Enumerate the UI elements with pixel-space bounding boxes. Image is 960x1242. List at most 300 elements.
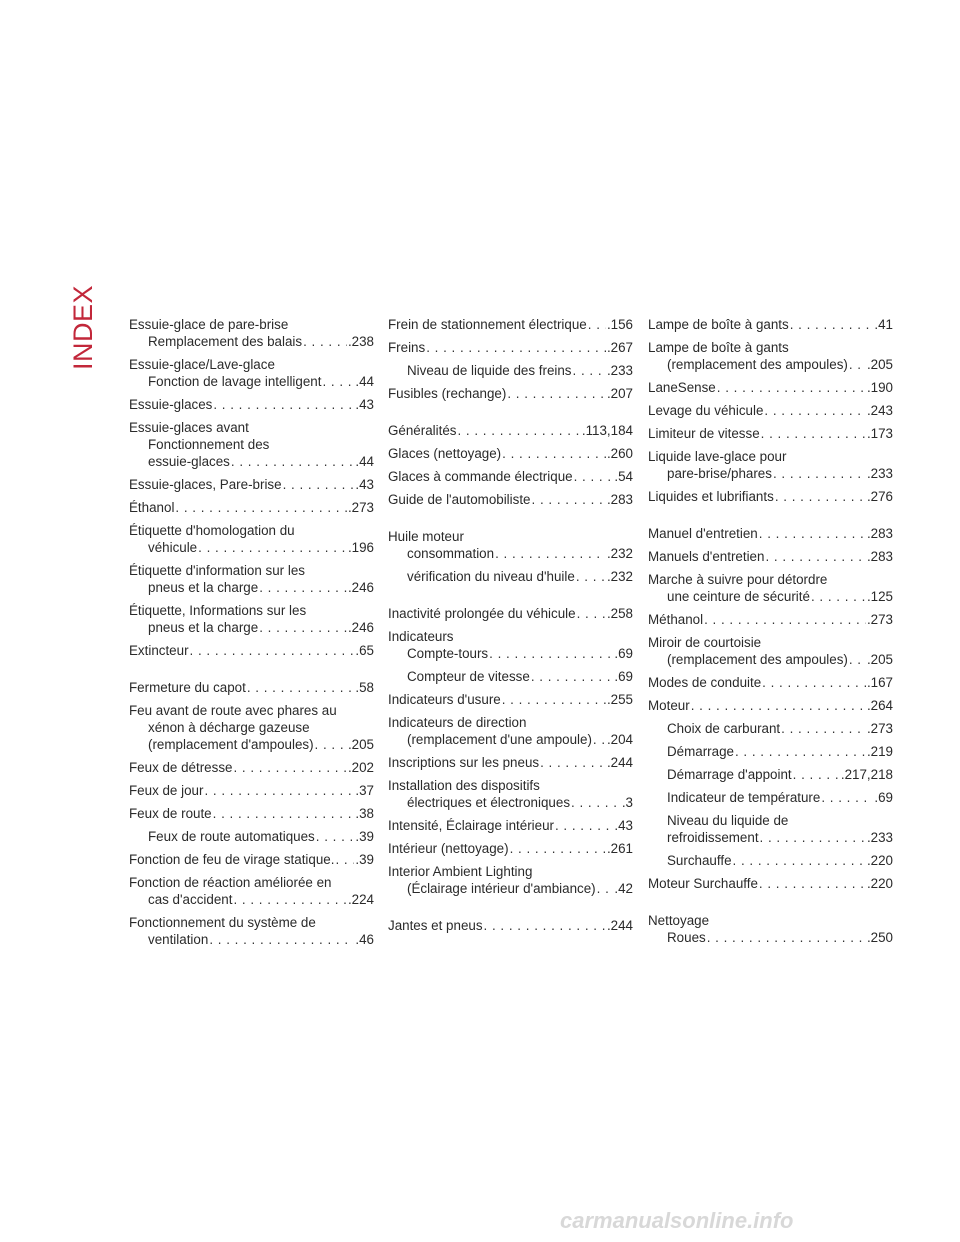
- entry-line: [129, 759, 374, 776]
- index-entry: [129, 642, 374, 659]
- entry-line: [648, 488, 893, 505]
- entry-line: [648, 548, 893, 565]
- dot-leader: [775, 488, 866, 505]
- entry-heading: Étiquette, Informations sur les: [129, 603, 307, 618]
- entry-text: (Éclairage intérieur d'ambiance): [407, 881, 596, 896]
- page-number: .250: [866, 930, 893, 945]
- entry-line: [388, 840, 633, 857]
- page-number: .44: [355, 374, 374, 389]
- entry-line: [648, 929, 893, 946]
- entry-heading: Indicateurs de direction: [388, 715, 527, 730]
- entry-line: [388, 339, 633, 356]
- entry-text: LaneSense: [648, 380, 716, 395]
- entry-line: [648, 651, 893, 668]
- dot-leader: [502, 691, 606, 708]
- dot-leader: [849, 651, 866, 668]
- index-column-3: [648, 316, 893, 952]
- dot-leader: [198, 539, 347, 556]
- entry-text: Moteur Surchauffe: [648, 876, 758, 891]
- dot-leader: [259, 619, 347, 636]
- index-entry: [388, 817, 633, 834]
- entry-text: Indicateurs d'usure: [388, 692, 501, 707]
- entry-heading: Installation des dispositifs: [388, 778, 540, 793]
- entry-text: Fonction de feu de virage statique.: [129, 852, 335, 867]
- index-entry: [129, 828, 374, 845]
- index-entry: [129, 874, 374, 908]
- index-entry: [648, 339, 893, 373]
- entry-heading: Nettoyage: [648, 913, 710, 928]
- entry-line: [388, 668, 633, 685]
- entry-subline: Fonctionnement des: [148, 437, 270, 452]
- page-number: .167: [866, 675, 893, 690]
- index-entry: [648, 789, 893, 806]
- index-entry: [129, 562, 374, 596]
- dot-leader: [773, 465, 866, 482]
- entry-heading: Fonction de réaction améliorée en: [129, 875, 332, 890]
- index-entry: [129, 851, 374, 868]
- dot-leader: [247, 679, 355, 696]
- entry-text: pneus et la charge: [148, 580, 259, 595]
- index-entry: [648, 402, 893, 419]
- entry-line: [388, 645, 633, 662]
- index-entry: [648, 852, 893, 869]
- dot-leader: [733, 852, 866, 869]
- entry-line: [129, 453, 374, 470]
- entry-line: [648, 525, 893, 542]
- index-entry: [388, 445, 633, 462]
- index-entry: [129, 356, 374, 390]
- entry-heading: Essuie-glace/Lave-glace: [129, 357, 275, 372]
- index-entry: [388, 863, 633, 897]
- page-number: .219: [866, 744, 893, 759]
- dot-leader: [231, 453, 355, 470]
- entry-line: [648, 379, 893, 396]
- index-entry: [388, 468, 633, 485]
- section-gap: [388, 591, 633, 605]
- index-entry: [388, 777, 633, 811]
- index-entry: [648, 697, 893, 714]
- page-number: .246: [347, 580, 374, 595]
- page-number: .44: [355, 454, 374, 469]
- dot-leader: [717, 379, 866, 396]
- dot-leader: [761, 425, 866, 442]
- index-entry: [648, 571, 893, 605]
- entry-line: [388, 917, 633, 934]
- index-entry: [129, 499, 374, 516]
- entry-text: ventilation: [148, 932, 209, 947]
- entry-text: essuie-glaces: [148, 454, 230, 469]
- entry-line: [648, 766, 893, 783]
- dot-leader: [759, 525, 866, 542]
- entry-text: consommation: [407, 546, 495, 561]
- page-number: .260: [606, 446, 633, 461]
- entry-text: Surchauffe: [667, 853, 732, 868]
- page-number: .217,218: [840, 767, 893, 782]
- entry-text: Intérieur (nettoyage): [388, 841, 509, 856]
- entry-line: [129, 539, 374, 556]
- entry-text: Feux de détresse: [129, 760, 233, 775]
- dot-leader: [540, 754, 606, 771]
- entry-text: Essuie-glaces: [129, 397, 213, 412]
- dot-leader: [484, 917, 606, 934]
- dot-leader: [762, 674, 866, 691]
- entry-text: Lampe de boîte à gants: [648, 317, 789, 332]
- entry-text: Indicateur de température: [667, 790, 821, 805]
- index-side-tab: [66, 284, 106, 372]
- entry-text: Fusibles (rechange): [388, 386, 507, 401]
- index-entry: [388, 840, 633, 857]
- entry-text: Essuie-glaces, Pare-brise: [129, 477, 282, 492]
- dot-leader: [793, 766, 840, 783]
- index-entry: [388, 491, 633, 508]
- page-number: .244: [606, 918, 633, 933]
- dot-leader: [507, 385, 606, 402]
- dot-leader: [213, 805, 355, 822]
- entry-heading: Essuie-glaces avant: [129, 420, 249, 435]
- page-number: .3: [621, 795, 633, 810]
- page-number: .54: [614, 469, 633, 484]
- page-number: .232: [606, 569, 633, 584]
- page-number: .46: [355, 932, 374, 947]
- page-number: .267: [606, 340, 633, 355]
- page-number: .255: [606, 692, 633, 707]
- index-entry: [648, 525, 893, 542]
- entry-line: [388, 422, 633, 439]
- index-entry: [388, 339, 633, 356]
- entry-line: [648, 356, 893, 373]
- dot-leader: [259, 579, 347, 596]
- section-gap: [129, 665, 374, 679]
- index-entry: [129, 782, 374, 799]
- section-gap: [648, 511, 893, 525]
- page-number: .220: [866, 876, 893, 891]
- page-number: .38: [355, 806, 374, 821]
- page-number: .233: [866, 466, 893, 481]
- entry-text: Fonction de lavage intelligent: [148, 374, 322, 389]
- page-number: .202: [347, 760, 374, 775]
- entry-line: [648, 611, 893, 628]
- entry-line: [648, 720, 893, 737]
- dot-leader: [764, 402, 866, 419]
- page-number: .273: [866, 721, 893, 736]
- index-label: INDEX: [68, 284, 98, 370]
- entry-text: pare-brise/phares: [667, 466, 772, 481]
- dot-leader: [593, 731, 606, 748]
- entry-subline: Niveau du liquide de: [667, 813, 789, 828]
- entry-text: Intensité, Éclairage intérieur: [388, 818, 554, 833]
- page-number: .205: [866, 652, 893, 667]
- index-entry: [388, 917, 633, 934]
- index-entry: [648, 766, 893, 783]
- entry-line: [129, 333, 374, 350]
- dot-leader: [574, 468, 614, 485]
- page-number: .205: [866, 357, 893, 372]
- entry-text: (remplacement des ampoules): [667, 357, 848, 372]
- page-number: .173: [866, 426, 893, 441]
- page-number: .69: [874, 790, 893, 805]
- dot-leader: [495, 545, 606, 562]
- index-entry: [388, 385, 633, 402]
- dot-leader: [571, 794, 621, 811]
- entry-text: Manuel d'entretien: [648, 526, 758, 541]
- dot-leader: [781, 720, 866, 737]
- entry-line: [648, 402, 893, 419]
- dot-leader: [760, 829, 866, 846]
- page-number: .273: [866, 612, 893, 627]
- index-entry: [129, 679, 374, 696]
- dot-leader: [576, 568, 606, 585]
- index-entry: [388, 628, 633, 662]
- dot-leader: [577, 605, 606, 622]
- entry-text: Modes de conduite: [648, 675, 762, 690]
- entry-text: électriques et électroniques: [407, 795, 571, 810]
- index-entry: [648, 743, 893, 760]
- entry-line: [129, 851, 374, 868]
- dot-leader: [233, 891, 347, 908]
- entry-line: [129, 579, 374, 596]
- entry-line: [388, 731, 633, 748]
- entry-line: [129, 736, 374, 753]
- page-number: .264: [866, 698, 893, 713]
- dot-leader: [821, 789, 873, 806]
- page-number: .243: [866, 403, 893, 418]
- entry-line: [648, 588, 893, 605]
- page-number: .273: [347, 500, 374, 515]
- dot-leader: [811, 588, 866, 605]
- page-number: .69: [614, 669, 633, 684]
- index-entry: [648, 674, 893, 691]
- dot-leader: [573, 362, 606, 379]
- index-column-2: [388, 316, 633, 940]
- entry-line: [129, 476, 374, 493]
- entry-line: [388, 691, 633, 708]
- index-column-1: [129, 316, 374, 954]
- entry-line: [648, 425, 893, 442]
- entry-text: Roues: [667, 930, 706, 945]
- entry-line: [388, 316, 633, 333]
- index-entry: [129, 316, 374, 350]
- entry-line: [648, 674, 893, 691]
- dot-leader: [489, 645, 613, 662]
- entry-heading: Lampe de boîte à gants: [648, 340, 789, 355]
- index-entry: [648, 720, 893, 737]
- index-entry: [648, 316, 893, 333]
- entry-text: Glaces (nettoyage): [388, 446, 502, 461]
- index-entry: [648, 448, 893, 482]
- entry-text: Inscriptions sur les pneus: [388, 755, 540, 770]
- entry-heading: Indicateurs: [388, 629, 454, 644]
- entry-text: Niveau de liquide des freins: [407, 363, 572, 378]
- index-entry: [648, 812, 893, 846]
- entry-text: Compteur de vitesse: [407, 669, 530, 684]
- entry-line: [129, 805, 374, 822]
- index-entry: [388, 754, 633, 771]
- dot-leader: [233, 759, 346, 776]
- section-gap: [388, 514, 633, 528]
- entry-text: Choix de carburant: [667, 721, 781, 736]
- page-number: .113,184: [581, 423, 633, 438]
- entry-text: Démarrage d'appoint: [667, 767, 792, 782]
- entry-line: [129, 373, 374, 390]
- page-number: .246: [347, 620, 374, 635]
- index-entry: [388, 362, 633, 379]
- page-number: .42: [614, 881, 633, 896]
- entry-text: Guide de l'automobiliste: [388, 492, 531, 507]
- dot-leader: [765, 548, 865, 565]
- index-entry: [648, 425, 893, 442]
- dot-leader: [204, 782, 354, 799]
- entry-line: [129, 931, 374, 948]
- page-number: .69: [614, 646, 633, 661]
- index-entry: [129, 476, 374, 493]
- entry-subline: xénon à décharge gazeuse: [148, 720, 310, 735]
- entry-text: Inactivité prolongée du véhicule: [388, 606, 576, 621]
- page-number: .39: [355, 852, 374, 867]
- page-number: .58: [355, 680, 374, 695]
- dot-leader: [597, 880, 614, 897]
- entry-line: [129, 642, 374, 659]
- dot-leader: [691, 697, 866, 714]
- entry-heading: Miroir de courtoisie: [648, 635, 762, 650]
- entry-text: Glaces à commande électrique: [388, 469, 573, 484]
- index-entry: [129, 914, 374, 948]
- page-number: .258: [606, 606, 633, 621]
- entry-heading: Huile moteur: [388, 529, 464, 544]
- entry-text: Feux de route: [129, 806, 212, 821]
- entry-text: Généralités: [388, 423, 457, 438]
- entry-heading: Marche à suivre pour détordre: [648, 572, 828, 587]
- entry-text: Feux de jour: [129, 783, 204, 798]
- entry-line: [388, 362, 633, 379]
- page-number: .233: [866, 830, 893, 845]
- entry-heading: Étiquette d'homologation du: [129, 523, 295, 538]
- entry-line: [648, 875, 893, 892]
- entry-line: [388, 605, 633, 622]
- entry-line: [129, 782, 374, 799]
- entry-text: Liquides et lubrifiants: [648, 489, 774, 504]
- dot-leader: [213, 396, 354, 413]
- entry-line: [129, 619, 374, 636]
- dot-leader: [190, 642, 355, 659]
- entry-text: Fermeture du capot: [129, 680, 246, 695]
- dot-leader: [790, 316, 874, 333]
- entry-text: Démarrage: [667, 744, 734, 759]
- index-entry: [648, 488, 893, 505]
- page-number: .276: [866, 489, 893, 504]
- index-entry: [388, 714, 633, 748]
- entry-heading: Feu avant de route avec phares au: [129, 703, 337, 718]
- index-entry: [129, 759, 374, 776]
- watermark: carmanualsonline.info: [560, 1208, 794, 1233]
- page-number: .261: [606, 841, 633, 856]
- page-number: .207: [606, 386, 633, 401]
- dot-leader: [426, 339, 606, 356]
- section-gap: [388, 903, 633, 917]
- page-number: .232: [606, 546, 633, 561]
- entry-text: Feux de route automatiques: [148, 829, 315, 844]
- entry-text: Freins: [388, 340, 426, 355]
- page-number: .65: [355, 643, 374, 658]
- index-entry: [129, 522, 374, 556]
- index-entry: [388, 691, 633, 708]
- index-entry: [388, 422, 633, 439]
- entry-text: une ceinture de sécurité: [667, 589, 810, 604]
- index-entry: [129, 419, 374, 470]
- page-number: .283: [606, 492, 633, 507]
- index-entry: [648, 548, 893, 565]
- entry-line: [388, 880, 633, 897]
- dot-leader: [209, 931, 354, 948]
- entry-heading: Liquide lave-glace pour: [648, 449, 787, 464]
- entry-line: [648, 789, 893, 806]
- page-number: .283: [866, 549, 893, 564]
- dot-leader: [335, 851, 354, 868]
- entry-line: [388, 445, 633, 462]
- dot-leader: [175, 499, 347, 516]
- dot-leader: [531, 668, 614, 685]
- entry-line: [648, 743, 893, 760]
- dot-leader: [502, 445, 606, 462]
- page-number: .244: [606, 755, 633, 770]
- index-entry: [648, 875, 893, 892]
- dot-leader: [457, 422, 580, 439]
- entry-heading: Interior Ambient Lighting: [388, 864, 533, 879]
- index-entry: [129, 396, 374, 413]
- entry-line: [388, 568, 633, 585]
- entry-line: [388, 468, 633, 485]
- dot-leader: [510, 840, 606, 857]
- entry-line: [648, 316, 893, 333]
- entry-text: Jantes et pneus: [388, 918, 483, 933]
- page-number: .125: [866, 589, 893, 604]
- dot-leader: [555, 817, 613, 834]
- page-number: .39: [355, 829, 374, 844]
- index-entry: [388, 316, 633, 333]
- dot-leader: [303, 333, 347, 350]
- entry-text: Méthanol: [648, 612, 704, 627]
- page-number: .43: [355, 397, 374, 412]
- entry-text: pneus et la charge: [148, 620, 259, 635]
- page-number: .233: [606, 363, 633, 378]
- entry-text: Frein de stationnement électrique: [388, 317, 587, 332]
- index-entry: [648, 634, 893, 668]
- index-entry: [388, 568, 633, 585]
- index-entry: [388, 668, 633, 685]
- entry-text: (remplacement des ampoules): [667, 652, 848, 667]
- entry-text: Compte-tours: [407, 646, 489, 661]
- page-number: .283: [866, 526, 893, 541]
- index-entry: [648, 611, 893, 628]
- index-entry: [648, 912, 893, 946]
- index-entry: [388, 528, 633, 562]
- page-number: .196: [347, 540, 374, 555]
- dot-leader: [759, 875, 866, 892]
- entry-text: (remplacement d'ampoules): [148, 737, 314, 752]
- page-number: .156: [606, 317, 633, 332]
- entry-text: refroidissement: [667, 830, 759, 845]
- entry-text: cas d'accident: [148, 892, 233, 907]
- entry-text: Extincteur: [129, 643, 189, 658]
- dot-leader: [588, 316, 606, 333]
- section-gap: [648, 898, 893, 912]
- entry-line: [388, 385, 633, 402]
- dot-leader: [316, 828, 355, 845]
- index-entry: [129, 702, 374, 753]
- page-number: .204: [606, 732, 633, 747]
- dot-leader: [315, 736, 347, 753]
- entry-text: Limiteur de vitesse: [648, 426, 760, 441]
- entry-text: véhicule: [148, 540, 198, 555]
